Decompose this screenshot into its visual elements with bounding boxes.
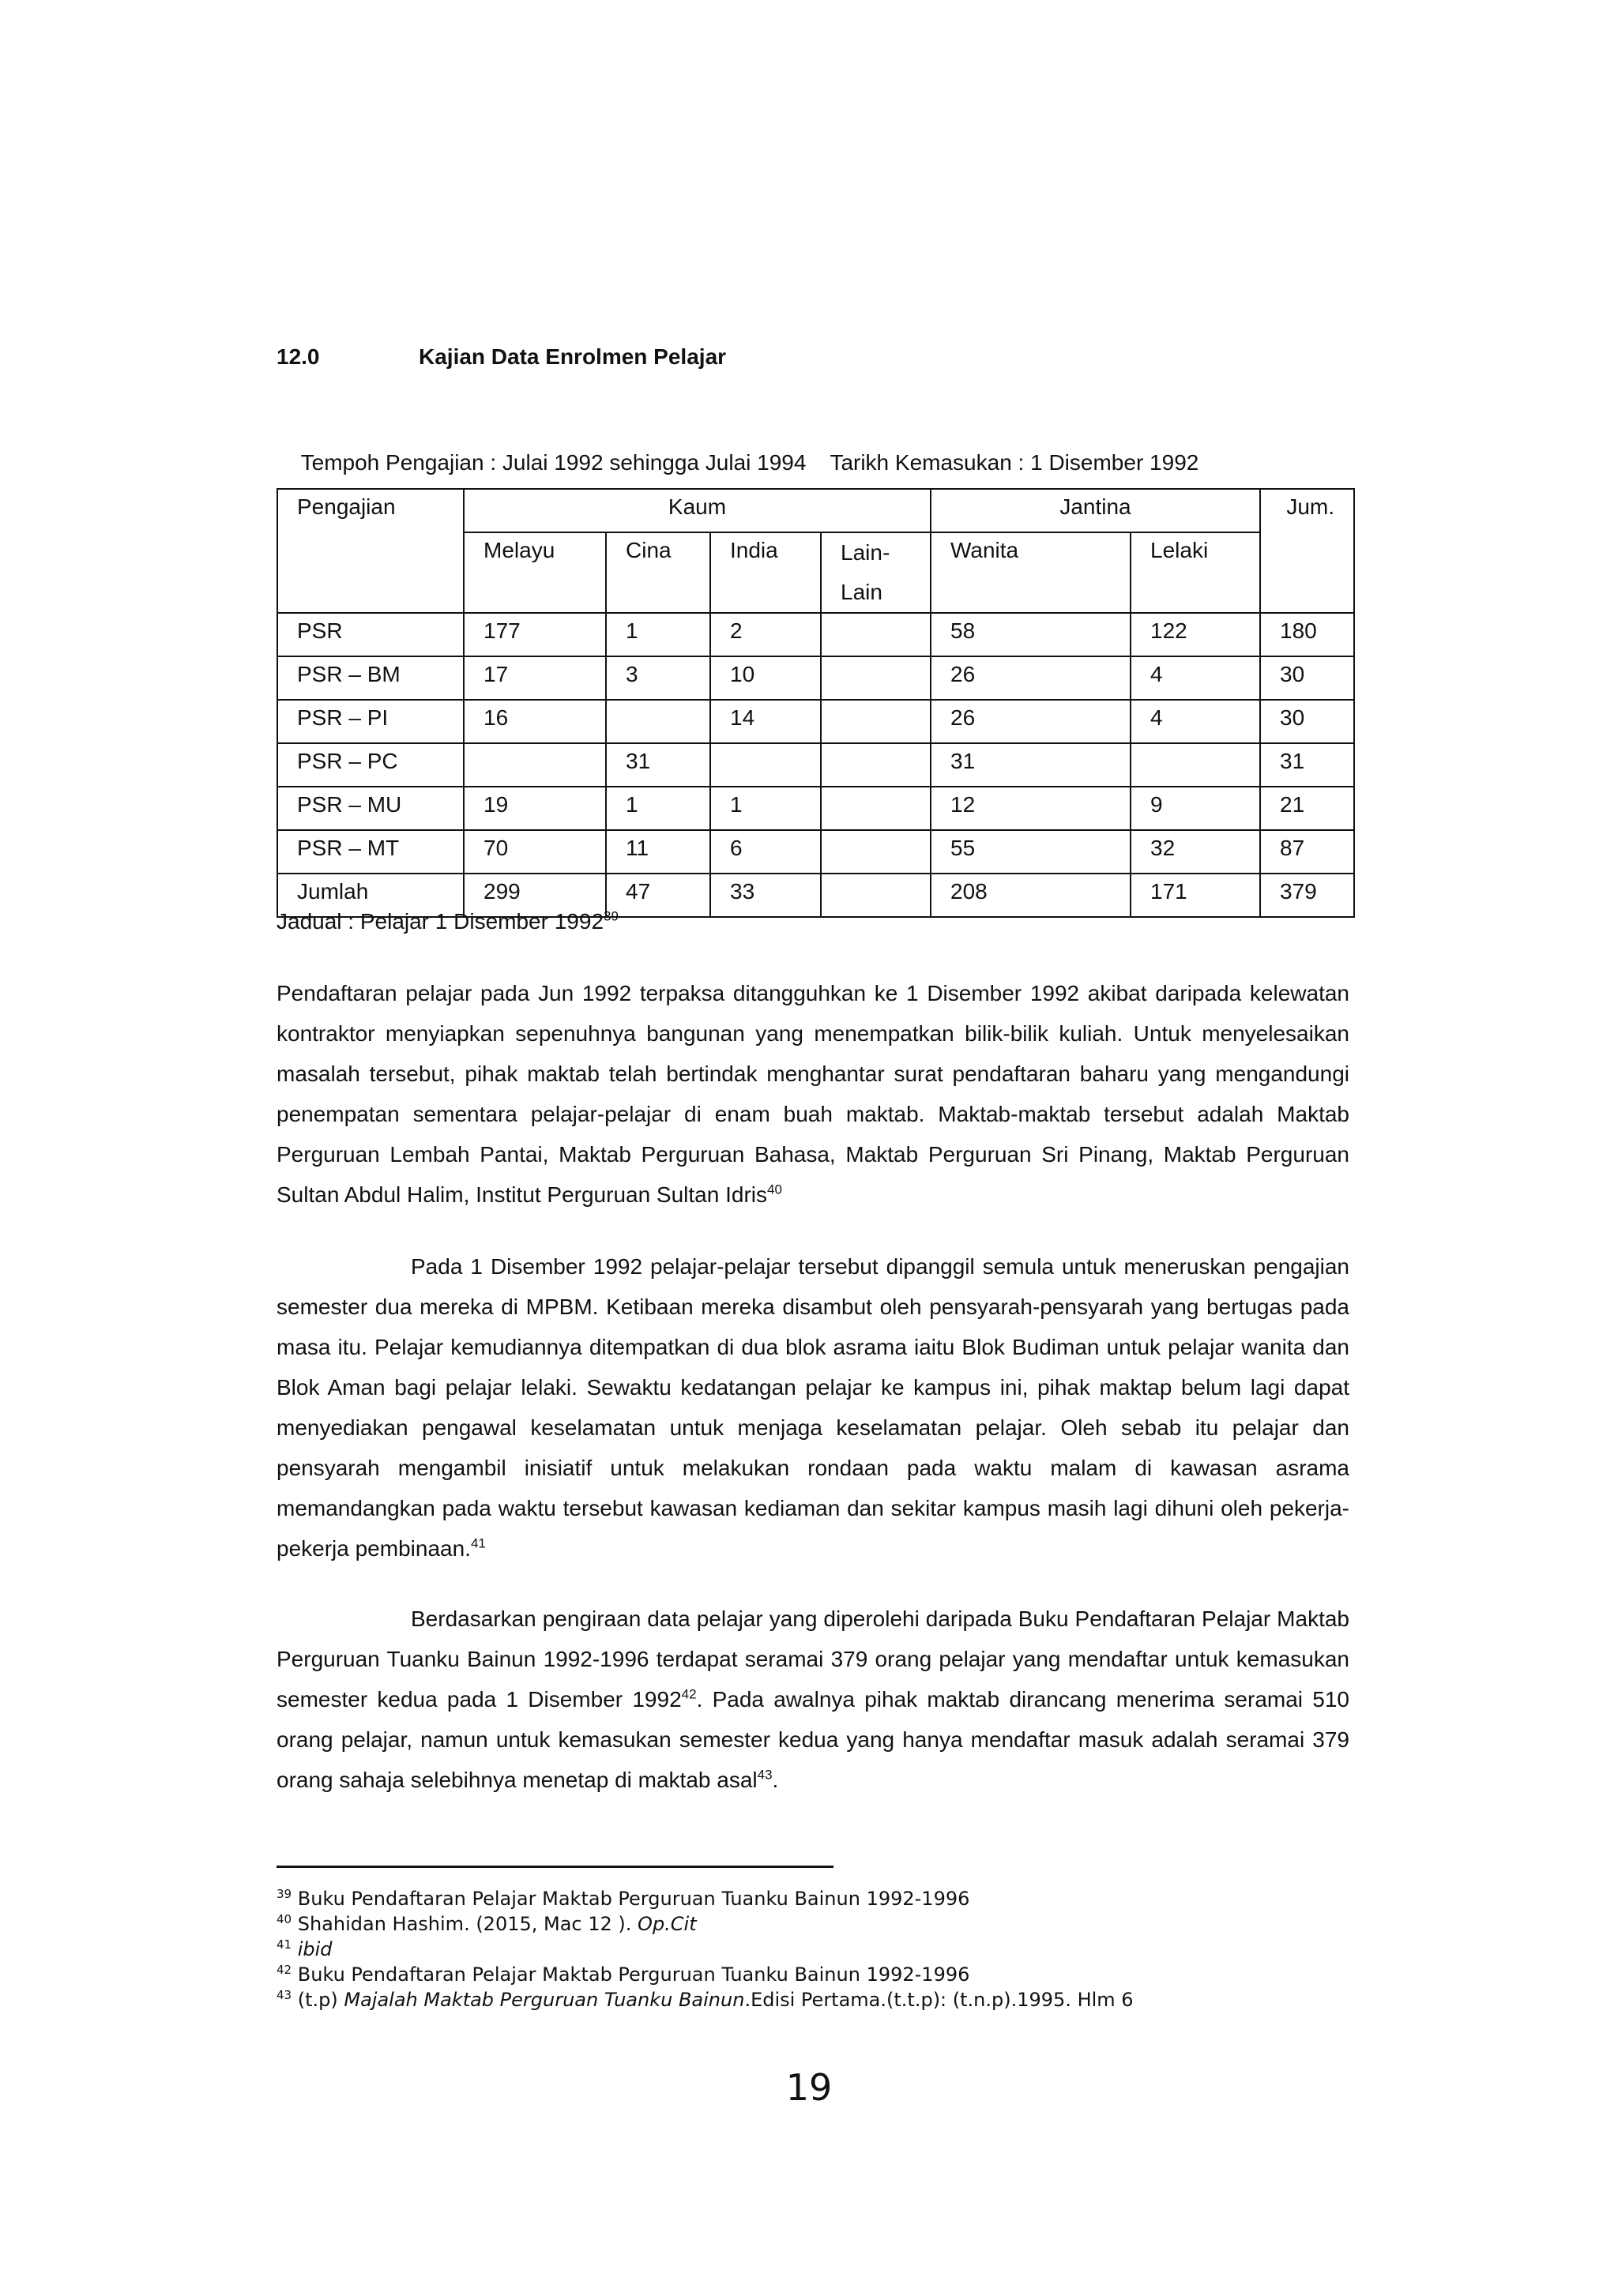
footnotes [277, 1886, 1134, 2012]
row-label: PSR – MU [277, 787, 464, 830]
paragraph-text: Berdasarkan pengiraan data pelajar yang diperolehi daripada Buku Pendaftaran Pelajar Maktab Perguruan Tuanku Bainun 1992-1996 terdapat seramai 379 orang pelajar yang mendaftar untuk kemasukan semester kedua pada 1 Disember 1992 [277, 1606, 1349, 1712]
paragraph-2 [277, 1246, 1349, 1569]
cell-cina: 11 [606, 830, 710, 874]
cell-lelaki: 9 [1131, 787, 1260, 830]
header-kaum: Kaum [464, 489, 931, 532]
footnote [277, 1886, 1134, 1911]
table-row [277, 656, 1354, 700]
table-caption [277, 906, 619, 938]
header-melayu: Melayu [464, 532, 606, 613]
footnote-ref: 43 [757, 1767, 773, 1783]
cell-india: 6 [710, 830, 821, 874]
caption-text: Jadual : Pelajar 1 Disember 1992 [277, 909, 604, 934]
paragraph-text: Pendaftaran pelajar pada Jun 1992 terpaksa ditangguhkan ke 1 Disember 1992 akibat daripada kelewatan kontraktor menyiapkan sepenuhnya bangunan yang menempatkan bilik-bilik kuliah. Untuk menyelesaikan masalah tersebut, pihak maktab telah bertindak menghantar surat pendaftaran baharu yang mengandungi penempatan sementara pelajar-pelajar di enam buah maktab. Maktab-maktab tersebut adalah Maktab Perguruan Lembah Pantai, Maktab Perguruan Bahasa, Maktab Perguruan Sri Pinang, Maktab Perguruan Sultan Abdul Halim, Institut Perguruan Sultan Idris [277, 981, 1349, 1207]
cell-cina: 3 [606, 656, 710, 700]
entry-date: Tarikh Kemasukan : 1 Disember 1992 [830, 450, 1199, 475]
table-row [277, 743, 1354, 787]
study-period: Tempoh Pengajian : Julai 1992 sehingga Julai 1994 [300, 450, 807, 475]
footnote [277, 1911, 1134, 1937]
footnote-ref: 40 [767, 1182, 782, 1197]
paragraph-1 [277, 973, 1349, 1215]
cell-cina: 1 [606, 613, 710, 656]
row-label: Jumlah [277, 874, 464, 917]
cell-melayu: 17 [464, 656, 606, 700]
footnote-ref: 39 [604, 908, 619, 924]
cell-jumlah: 87 [1260, 830, 1354, 874]
cell-cina: 47 [606, 874, 710, 917]
row-label: PSR – MT [277, 830, 464, 874]
paragraph-text: Pada 1 Disember 1992 pelajar-pelajar tersebut dipanggil semula untuk meneruskan pengajian semester dua mereka di MPBM. Ketibaan mereka disambut oleh pensyarah-pensyarah yang bertugas pada masa itu. Pelajar kemudiannya ditempatkan di dua blok asrama iaitu Blok Budiman untuk pelajar wanita dan Blok Aman bagi pelajar lelaki. Sewaktu kedatangan pelajar ke kampus ini, pihak maktap belum lagi dapat menyediakan pengawal keselamatan untuk menjaga keselamatan pelajar. Oleh sebab itu pelajar dan pensyarah mengambil inisiatif untuk melakukan rondaan pada waktu malam di kawasan asrama memandangkan pada waktu tersebut kawasan kediaman dan sekitar kampus masih lagi dihuni oleh pekerja-pekerja pembinaan. [277, 1254, 1349, 1561]
paragraph-text: . Pada awalnya pihak maktab dirancang menerima seramai 510 orang pelajar, namun untuk kemasukan semester kedua yang hanya mendaftar masuk adalah seramai 379 orang sahaja selebihnya menetap di maktab asal [277, 1687, 1349, 1792]
cell-lelaki: 171 [1131, 874, 1260, 917]
cell-cina: 1 [606, 787, 710, 830]
cell-lelaki: 122 [1131, 613, 1260, 656]
footnote-number: 40 [277, 1912, 292, 1926]
section-heading [277, 341, 726, 373]
cell-india: 2 [710, 613, 821, 656]
cell-cina: 31 [606, 743, 710, 787]
cell-jumlah: 30 [1260, 700, 1354, 743]
cell-wanita: 12 [931, 787, 1131, 830]
row-label: PSR – PI [277, 700, 464, 743]
footnote-number: 43 [277, 1988, 292, 2002]
table-header-row [277, 489, 1354, 532]
cell-jumlah: 30 [1260, 656, 1354, 700]
table-row [277, 830, 1354, 874]
footnote-text: Shahidan Hashim. (2015, Mac 12 ). [297, 1913, 638, 1935]
cell-jumlah: 379 [1260, 874, 1354, 917]
paragraph-3 [277, 1599, 1349, 1800]
row-label: PSR – BM [277, 656, 464, 700]
enrolment-table [277, 488, 1355, 918]
header-jum: Jum. [1260, 489, 1354, 613]
cell-jumlah: 180 [1260, 613, 1354, 656]
footnote-italic: Op.Cit [638, 1913, 697, 1935]
cell-wanita: 26 [931, 700, 1131, 743]
cell-lelaki [1131, 743, 1260, 787]
cell-india: 1 [710, 787, 821, 830]
cell-lain [821, 700, 931, 743]
cell-wanita: 55 [931, 830, 1131, 874]
footnote [277, 1937, 1134, 1962]
header-wanita: Wanita [931, 532, 1131, 613]
cell-jumlah: 31 [1260, 743, 1354, 787]
cell-wanita: 31 [931, 743, 1131, 787]
cell-wanita: 208 [931, 874, 1131, 917]
footnote-text: .Edisi Pertama.(t.t.p): (t.n.p).1995. Hlm 6 [744, 1989, 1134, 2011]
cell-lain [821, 874, 931, 917]
paragraph-end: . [772, 1768, 779, 1792]
header-cina: Cina [606, 532, 710, 613]
cell-melayu [464, 743, 606, 787]
row-label: PSR [277, 613, 464, 656]
footnote-ref: 42 [681, 1686, 697, 1702]
cell-melayu: 70 [464, 830, 606, 874]
cell-cina [606, 700, 710, 743]
cell-india: 14 [710, 700, 821, 743]
footnote-divider [277, 1866, 833, 1868]
header-india: India [710, 532, 821, 613]
footnote-italic: ibid [297, 1938, 333, 1960]
footnote-number: 42 [277, 1963, 292, 1977]
cell-lain [821, 613, 931, 656]
cell-lain [821, 830, 931, 874]
cell-india [710, 743, 821, 787]
header-lelaki: Lelaki [1131, 532, 1260, 613]
cell-melayu: 299 [464, 874, 606, 917]
table-row [277, 613, 1354, 656]
cell-india: 33 [710, 874, 821, 917]
footnote-text: Buku Pendaftaran Pelajar Maktab Perguruan Tuanku Bainun 1992-1996 [297, 1963, 970, 1986]
cell-lain [821, 743, 931, 787]
cell-jumlah: 21 [1260, 787, 1354, 830]
table-row [277, 787, 1354, 830]
footnote-text: Buku Pendaftaran Pelajar Maktab Perguruan Tuanku Bainun 1992-1996 [297, 1888, 970, 1910]
footnote-italic: Majalah Maktab Perguruan Tuanku Bainun [344, 1989, 745, 2011]
header-jantina: Jantina [931, 489, 1260, 532]
cell-melayu: 16 [464, 700, 606, 743]
footnote [277, 1987, 1134, 2012]
cell-lelaki: 4 [1131, 700, 1260, 743]
cell-wanita: 26 [931, 656, 1131, 700]
page-number: 19 [785, 2066, 833, 2109]
header-pengajian: Pengajian [277, 489, 464, 613]
footnote-number: 41 [277, 1937, 292, 1952]
footnote-text: (t.p) [297, 1989, 344, 2011]
footnote [277, 1962, 1134, 1987]
cell-melayu: 177 [464, 613, 606, 656]
section-title: Kajian Data Enrolmen Pelajar [419, 344, 727, 369]
row-label: PSR – PC [277, 743, 464, 787]
table-row [277, 700, 1354, 743]
cell-india: 10 [710, 656, 821, 700]
cell-lelaki: 4 [1131, 656, 1260, 700]
cell-lain [821, 656, 931, 700]
cell-lain [821, 787, 931, 830]
cell-wanita: 58 [931, 613, 1131, 656]
footnote-ref: 41 [470, 1535, 486, 1551]
header-lain-lain: Lain- Lain [821, 532, 931, 613]
footnote-number: 39 [277, 1887, 292, 1901]
section-number: 12.0 [277, 344, 320, 369]
cell-melayu: 19 [464, 787, 606, 830]
cell-lelaki: 32 [1131, 830, 1260, 874]
